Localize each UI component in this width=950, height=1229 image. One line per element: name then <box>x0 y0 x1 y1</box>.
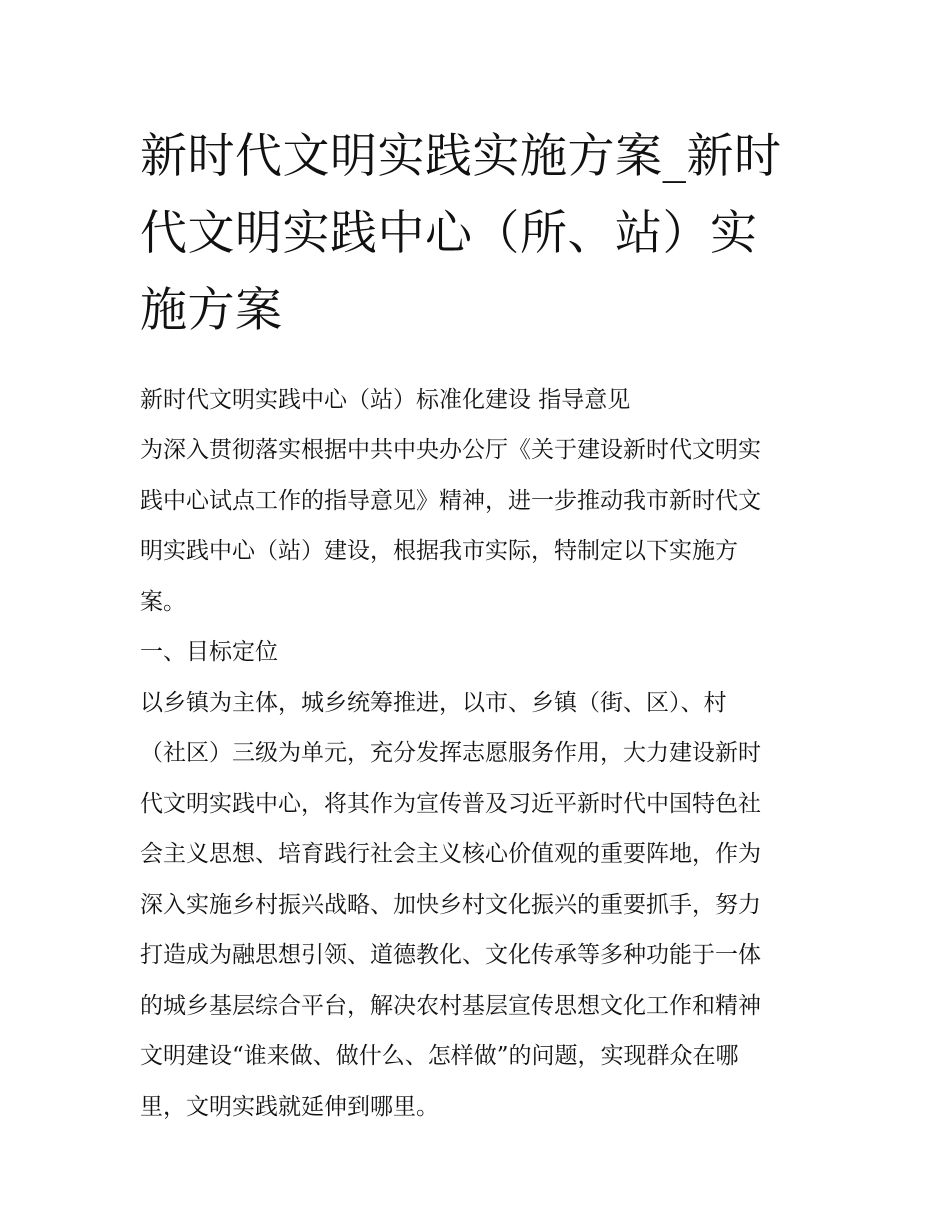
paragraph-line: 践中心试点工作的指导意见》精神，进一步推动我市新时代文 <box>140 487 761 514</box>
paragraph-line: 案。 <box>140 588 186 615</box>
paragraph-line: 文明建设“谁来做、做什么、怎样做”的问题，实现群众在哪 <box>140 1043 739 1069</box>
paragraph-line: 会主义思想、培育践行社会主义核心价值观的重要阵地，作为 <box>140 841 761 867</box>
title-line: 新时代文明实践实施方案_新时 <box>140 129 782 184</box>
title-line: 代文明实践中心（所、站）实 <box>140 206 758 261</box>
paragraph-line: 以乡镇为主体，城乡统筹推进，以市、乡镇（街、区）、村 <box>140 689 727 716</box>
title-line: 施方案 <box>140 283 283 338</box>
paragraph-line: 里，文明实践就延伸到哪里。 <box>140 1093 439 1120</box>
section-heading: 一、目标定位 <box>140 639 278 665</box>
intro-paragraph <box>140 425 820 627</box>
paragraph-line: 的城乡基层综合平台，解决农村基层宣传思想文化工作和精神 <box>140 992 761 1019</box>
paragraph-line: 代文明实践中心，将其作为宣传普及习近平新时代中国特色社 <box>140 790 761 817</box>
paragraph-line: 明实践中心（站）建设，根据我市实际，特制定以下实施方 <box>140 538 738 564</box>
document-page <box>140 118 820 1132</box>
paragraph-line: （社区）三级为单元，充分发挥志愿服务作用，大力建设新时 <box>140 740 761 766</box>
document-subtitle: 新时代文明实践中心（站）标准化建设 指导意见 <box>140 387 631 413</box>
paragraph-line: 打造成为融思想引领、道德教化、文化传承等多种功能于一体 <box>140 942 761 968</box>
section1-paragraph <box>140 678 820 1133</box>
paragraph-line: 为深入贯彻落实根据中共中央办公厅《关于建设新时代文明实 <box>140 437 761 463</box>
document-title <box>140 118 820 349</box>
paragraph-line: 深入实施乡村振兴战略、加快乡村文化振兴的重要抓手，努力 <box>140 891 761 918</box>
